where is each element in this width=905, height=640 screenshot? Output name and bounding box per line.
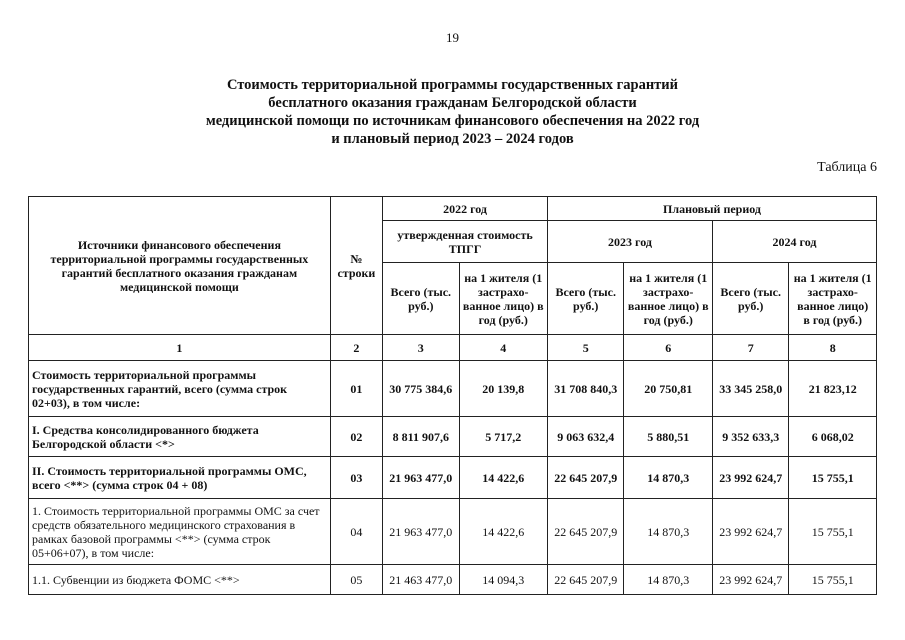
header-total: Всего (тыс. руб.) <box>383 263 459 335</box>
cell-value: 30 775 384,6 <box>383 361 459 417</box>
header-total: Всего (тыс. руб.) <box>548 263 624 335</box>
table-label: Таблица 6 <box>817 160 877 175</box>
cell-value: 14 422,6 <box>459 457 548 499</box>
cell-value: 21 963 477,0 <box>383 499 459 565</box>
row-name: 1. Стоимость территориальной программы ОМС за счет средств обязательного медицинского страхования в рамках базовой программы <**> (сумма строк 05+06+07), в том числе: <box>29 499 331 565</box>
cell-value: 9 352 633,3 <box>712 417 788 457</box>
cell-value: 22 645 207,9 <box>548 565 624 595</box>
row-name: I. Средства консолидированного бюджета Белгородской области <*> <box>29 417 331 457</box>
cell-value: 8 811 907,6 <box>383 417 459 457</box>
column-index: 7 <box>712 335 788 361</box>
header-year-2022: 2022 год <box>383 197 548 221</box>
cell-value: 5 880,51 <box>624 417 713 457</box>
cell-value: 15 755,1 <box>789 499 877 565</box>
column-index: 2 <box>330 335 382 361</box>
column-index: 4 <box>459 335 548 361</box>
header-year-2024: 2024 год <box>712 221 876 263</box>
cell-value: 15 755,1 <box>789 565 877 595</box>
header-per-resident: на 1 жителя (1 застрахо-ванное лицо) в год (руб.) <box>459 263 548 335</box>
column-index: 5 <box>548 335 624 361</box>
cell-value: 23 992 624,7 <box>712 565 788 595</box>
header-per-resident: на 1 жителя (1 застрахо-ванное лицо) в год (руб.) <box>789 263 877 335</box>
row-code: 02 <box>330 417 382 457</box>
cell-value: 20 139,8 <box>459 361 548 417</box>
table-row <box>29 499 877 565</box>
column-index-row <box>29 335 877 361</box>
row-code: 04 <box>330 499 382 565</box>
header-planned-period: Плановый период <box>548 197 877 221</box>
cell-value: 14 422,6 <box>459 499 548 565</box>
header-per-resident: на 1 жителя (1 застрахо-ванное лицо) в год (руб.) <box>624 263 713 335</box>
column-index: 1 <box>29 335 331 361</box>
header-row-number: № строки <box>330 197 382 335</box>
document-title <box>150 76 755 148</box>
page-number: 19 <box>446 30 459 45</box>
cell-value: 14 870,3 <box>624 499 713 565</box>
column-index: 3 <box>383 335 459 361</box>
cell-value: 33 345 258,0 <box>712 361 788 417</box>
title-line: Стоимость территориальной программы государственных гарантий <box>226 77 679 93</box>
column-index: 8 <box>789 335 877 361</box>
table-row <box>29 457 877 499</box>
cell-value: 22 645 207,9 <box>548 499 624 565</box>
column-index: 6 <box>624 335 713 361</box>
table-row <box>29 361 877 417</box>
cell-value: 21 963 477,0 <box>383 457 459 499</box>
header-approved-cost: утвержденная стоимость ТПГГ <box>383 221 548 263</box>
title-line: бесплатного оказания гражданам Белгородской области <box>268 95 637 111</box>
table-row <box>29 417 877 457</box>
header-year-2023: 2023 год <box>548 221 713 263</box>
cell-value: 14 094,3 <box>459 565 548 595</box>
cell-value: 14 870,3 <box>624 457 713 499</box>
financing-table <box>28 196 877 595</box>
cell-value: 14 870,3 <box>624 565 713 595</box>
title-line: медицинской помощи по источникам финансового обеспечения на 2022 год <box>205 113 700 129</box>
cell-value: 15 755,1 <box>789 457 877 499</box>
cell-value: 22 645 207,9 <box>548 457 624 499</box>
cell-value: 23 992 624,7 <box>712 499 788 565</box>
title-line: и плановый период 2023 – 2024 годов <box>331 131 574 147</box>
header-source: Источники финансового обеспечения территориальной программы государственных гарантий бесплатного оказания гражданам медицинской помощи <box>29 197 331 335</box>
row-name: 1.1. Субвенции из бюджета ФОМС <**> <box>29 565 331 595</box>
cell-value: 9 063 632,4 <box>548 417 624 457</box>
cell-value: 21 823,12 <box>789 361 877 417</box>
row-code: 03 <box>330 457 382 499</box>
row-code: 01 <box>330 361 382 417</box>
cell-value: 6 068,02 <box>789 417 877 457</box>
cell-value: 5 717,2 <box>459 417 548 457</box>
row-name: Стоимость территориальной программы государственных гарантий, всего (сумма строк 02+03), в том числе: <box>29 361 331 417</box>
table-row <box>29 565 877 595</box>
cell-value: 31 708 840,3 <box>548 361 624 417</box>
cell-value: 20 750,81 <box>624 361 713 417</box>
row-code: 05 <box>330 565 382 595</box>
row-name: II. Стоимость территориальной программы ОМС, всего <**> (сумма строк 04 + 08) <box>29 457 331 499</box>
cell-value: 23 992 624,7 <box>712 457 788 499</box>
header-total: Всего (тыс. руб.) <box>712 263 788 335</box>
cell-value: 21 463 477,0 <box>383 565 459 595</box>
